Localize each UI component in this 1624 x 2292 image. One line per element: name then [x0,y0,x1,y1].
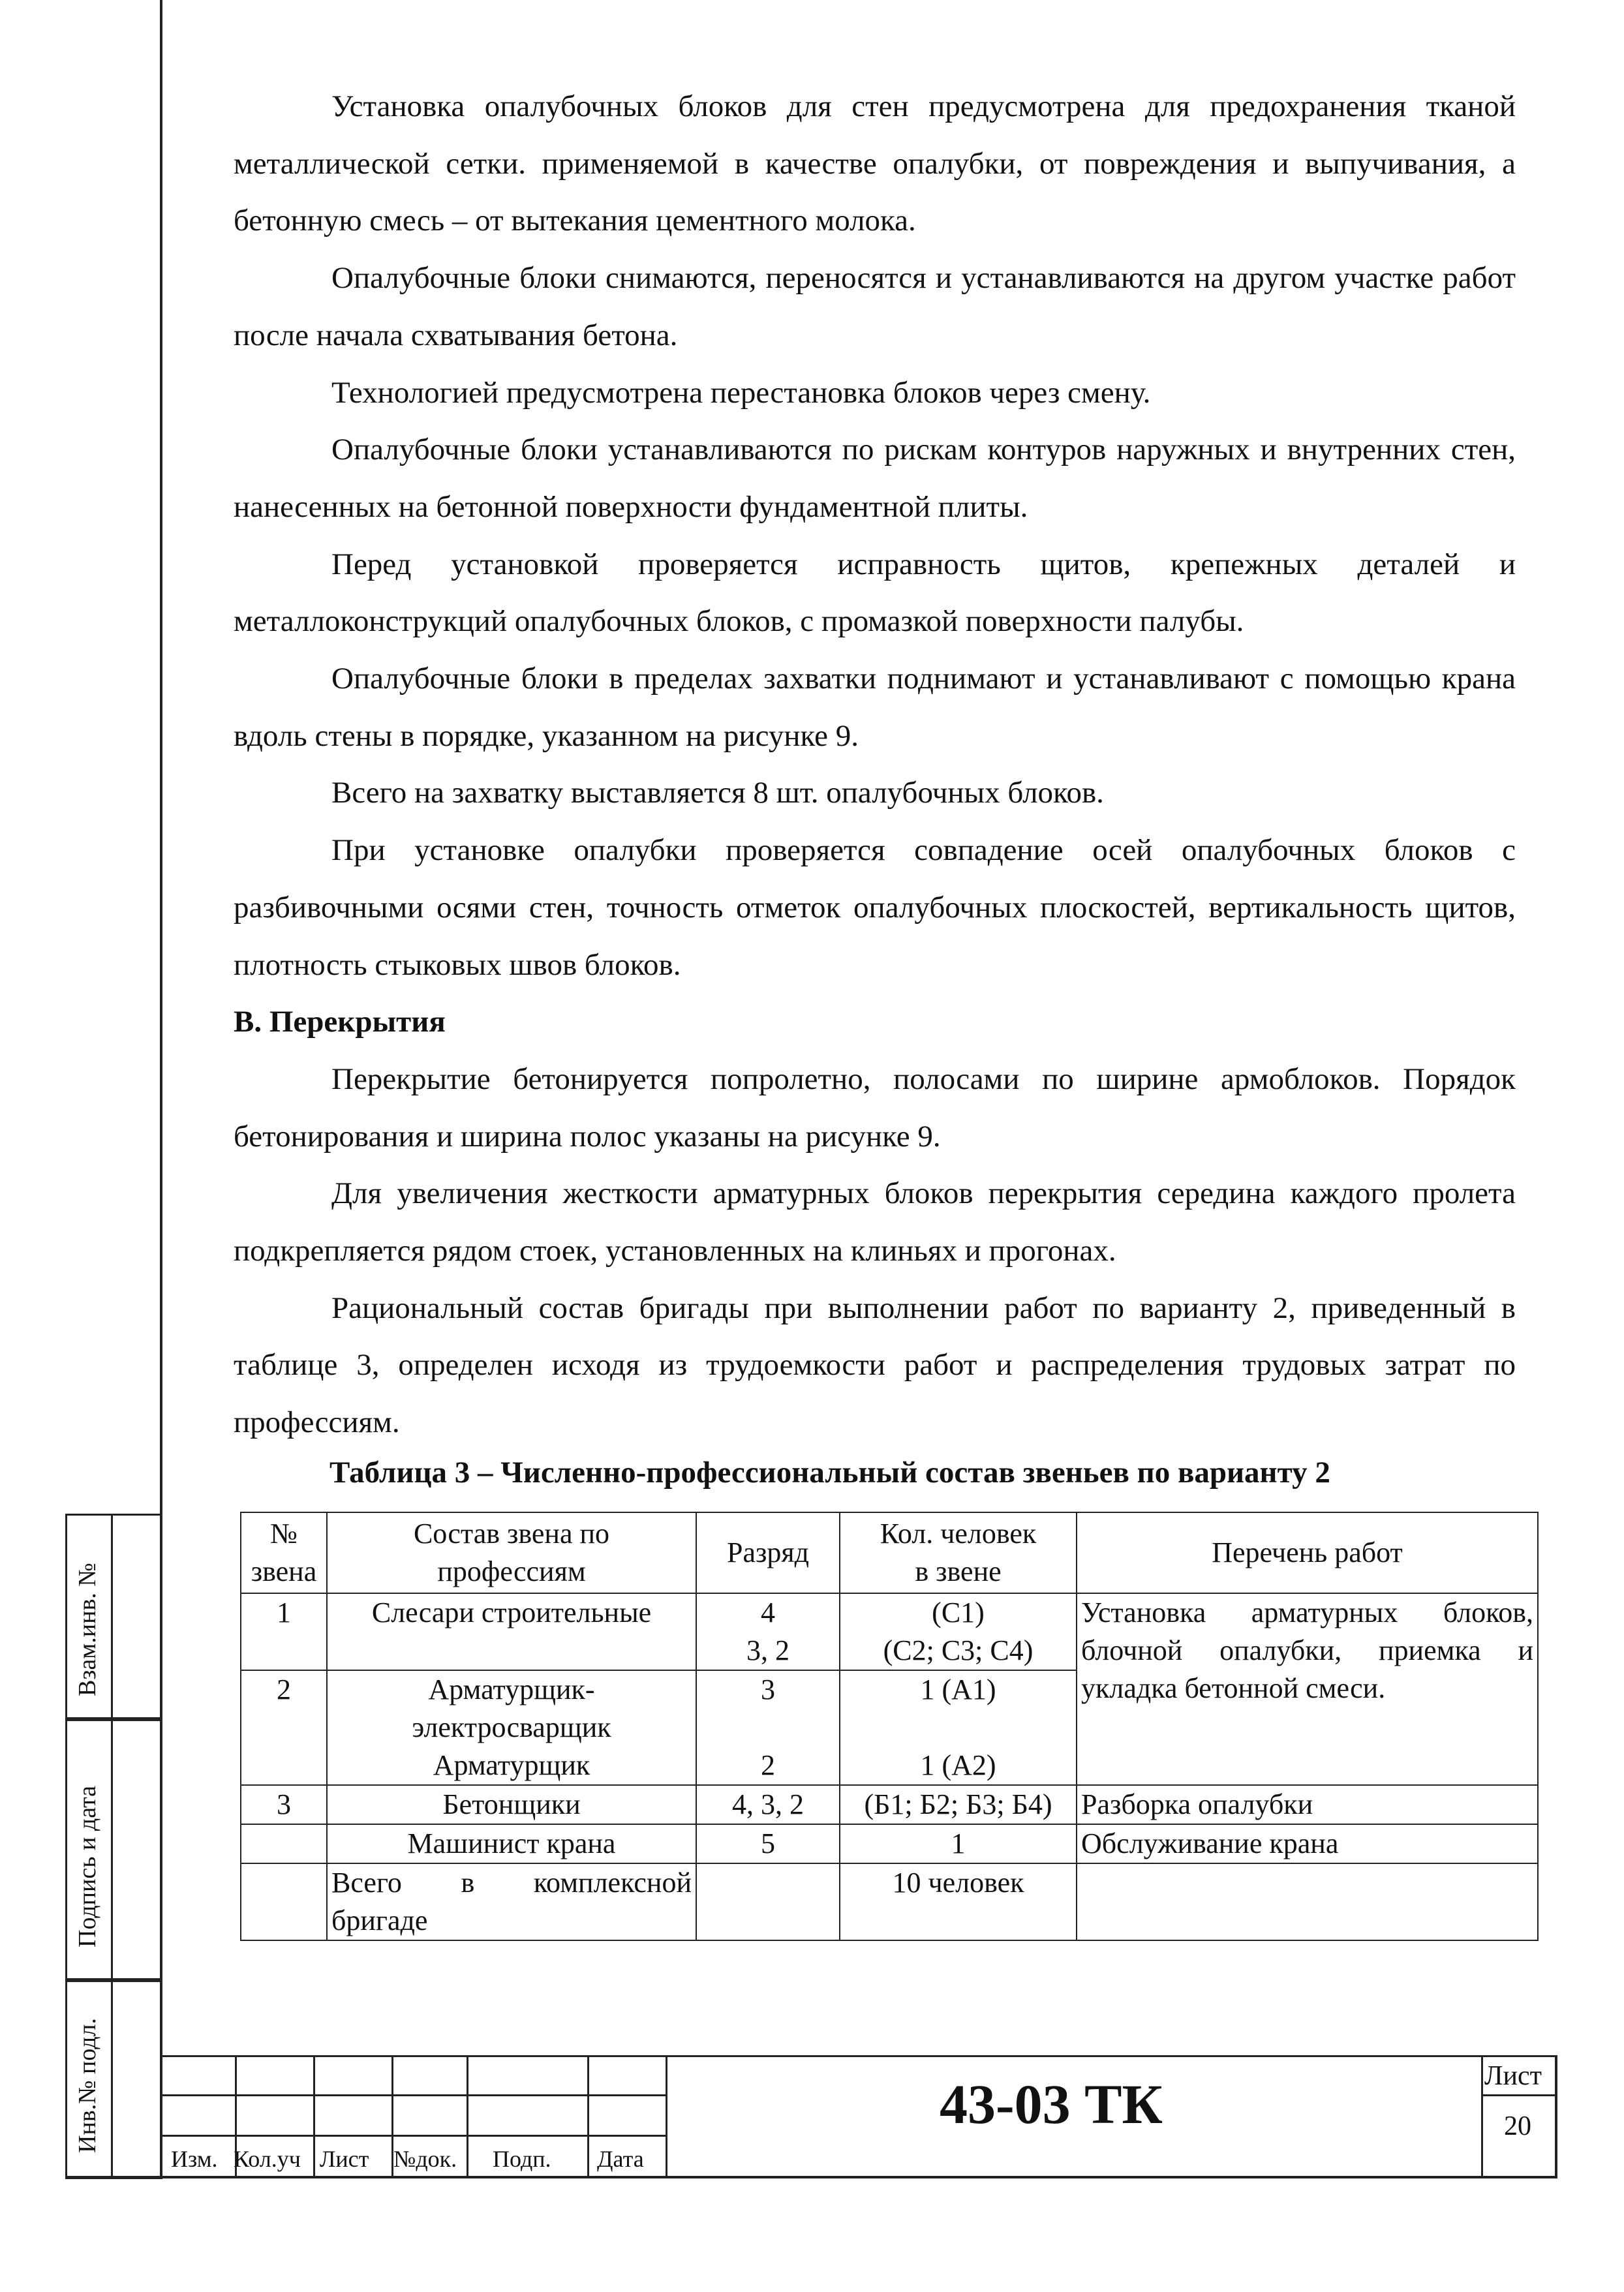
tb-label-sheet: Лист [320,2146,369,2172]
tb-label-count: Кол.уч [234,2146,301,2172]
table-caption: Таблица 3 – Численно-профессиональный состав звеньев по варианту 2 [329,1456,1330,1490]
tb-col-line [467,2055,468,2178]
cell-grade: 5 [696,1824,840,1863]
cell-count [840,1593,1077,1670]
cell-grade [696,1863,840,1940]
cell-no [241,1824,327,1863]
cell-text: укладка бетонной смеси. [1081,1672,1386,1704]
header-text: профессиям [437,1555,586,1587]
sheet-number: 20 [1504,2111,1531,2141]
tb-label-date: Дата [597,2146,644,2172]
header-works: Перечень работ [1077,1512,1538,1593]
header-text: Кол. человек [880,1518,1037,1550]
paragraph: Всего на захватку выставляется 8 шт. опалубочных блоков. [331,776,1104,810]
cell-composition [327,1863,696,1940]
paragraph: Опалубочные блоки в пределах захватки поднимают и устанавливают с помощью крана вдоль стены в порядке, указанном на рисунке 9. [234,662,1516,753]
paragraph: Перед установкой проверяется исправность щитов, крепежных деталей и металлоконструкций опалубочных блоков, с промазкой поверхности палубы. [234,547,1516,639]
header-text: звена [251,1555,317,1587]
cell-works [1077,1593,1538,1785]
header-crew-no [241,1512,327,1593]
cell-composition: Бетонщики [327,1785,696,1824]
table-row [241,1593,1538,1670]
cell-text: Установка арматурных блоков, [1081,1597,1533,1628]
header-text: в звене [915,1555,1002,1587]
crew-composition-table [240,1512,1539,1941]
paragraph: При установке опалубки проверяется совпадение осей опалубочных блоков с разбивочными осями стен, точность отметок опалубочных плоскостей, вертикальность щитов, плотность стыковых швов блоков. [234,833,1516,982]
cell-grade: 4, 3, 2 [696,1785,840,1824]
cell-text: блочной опалубки, приемка и [1081,1634,1533,1666]
tb-col-line [587,2055,589,2178]
paragraph: Для увеличения жесткости арматурных блоков перекрытия середина каждого пролета подкрепляется рядом стоек, установленных на клиньях и прогонах. [234,1176,1516,1268]
sheet-label: Лист [1484,2061,1542,2091]
frame-right-border [1555,2055,1557,2178]
tb-col-line [313,2055,315,2178]
header-text: Состав звена по [413,1518,610,1550]
cell-works [1077,1863,1538,1940]
cell-text: (С1) [932,1597,985,1628]
cell-no: 3 [241,1785,327,1824]
cell-count: 1 [840,1824,1077,1863]
frame-bottom-border [65,2176,1556,2178]
cell-composition [327,1670,696,1785]
cell-text: 2 [761,1749,775,1781]
frame-left-border [160,0,162,2179]
tb-sheet-line [1481,2094,1556,2096]
paragraph: Рациональный состав бригады при выполнении работ по варианту 2, приведенный в таблице 3, определен исходя из трудоемкости работ и распределения трудовых затрат по профессиям. [234,1291,1516,1440]
cell-composition: Слесари строительные [327,1593,696,1670]
cell-count [840,1670,1077,1785]
cell-no [241,1863,327,1940]
tb-label-change: Изм. [171,2146,218,2172]
tb-top-line [160,2055,1556,2057]
cell-grade [696,1670,840,1785]
paragraph: Перекрытие бетонируется попролетно, полосами по ширине армоблоков. Порядок бетонирования и ширина полос указаны на рисунке 9. [234,1062,1516,1154]
table-row [241,1785,1538,1824]
cell-count: 10 человек [840,1863,1077,1940]
cell-count: (Б1; Б2; Б3; Б4) [840,1785,1077,1824]
paragraph: Технологией предусмотрена перестановка блоков через смену. [331,375,1151,410]
cell-text: 3 [761,1673,775,1705]
tb-col-line [1481,2055,1483,2178]
cell-works: Обслуживание крана [1077,1824,1538,1863]
cell-text: Всего в комплексной [331,1867,692,1899]
table-header-row [241,1512,1538,1593]
cell-no: 2 [241,1670,327,1785]
cell-composition: Машинист крана [327,1824,696,1863]
cell-works: Разборка опалубки [1077,1785,1538,1824]
header-grade: Разряд [696,1512,840,1593]
cell-text: 1 (А1) [920,1673,996,1705]
paragraph: Опалубочные блоки устанавливаются по рискам контуров наружных и внутренних стен, нанесенных на бетонной поверхности фундаментной плиты. [234,433,1516,524]
cell-text: 1 (А2) [920,1749,996,1781]
header-count [840,1512,1077,1593]
cell-grade [696,1593,840,1670]
cell-text: 3, 2 [746,1634,789,1666]
cell-text: (С2; С3; С4) [883,1634,1034,1666]
stamp-label-inv-orig: Инв.№ подл. [74,2017,101,2153]
table-row [241,1824,1538,1863]
cell-no: 1 [241,1593,327,1670]
tb-col-line [666,2055,667,2178]
cell-text: Арматурщик- [428,1673,595,1705]
paragraph: Установка опалубочных блоков для стен предусмотрена для предохранения тканой металлической сетки. применяемой в качестве опалубки, от повреждения и выпучивания, а бетонную смесь – от вытекания цементного молока. [234,89,1516,238]
cell-text: бригаде [331,1904,428,1936]
stamp-label-swap-inv: Взам.инв. № [74,1563,101,1696]
cell-text: 4 [761,1597,775,1628]
tb-label-doc: №док. [393,2146,457,2172]
header-composition [327,1512,696,1593]
section-heading: В. Перекрытия [234,1005,446,1039]
cell-text: Арматурщик [433,1749,590,1781]
paragraph: Опалубочные блоки снимаются, переносятся и устанавливаются на другом участке работ после начала схватывания бетона. [234,261,1516,352]
body-text [234,78,1516,1452]
document-code: 43-03 ТК [940,2073,1163,2135]
cell-text: электросварщик [412,1711,611,1743]
tb-label-sign: Подп. [493,2146,551,2172]
table-row [241,1863,1538,1940]
stamp-label-sign-date: Подпись и дата [74,1785,101,1948]
header-text: № [270,1518,298,1550]
